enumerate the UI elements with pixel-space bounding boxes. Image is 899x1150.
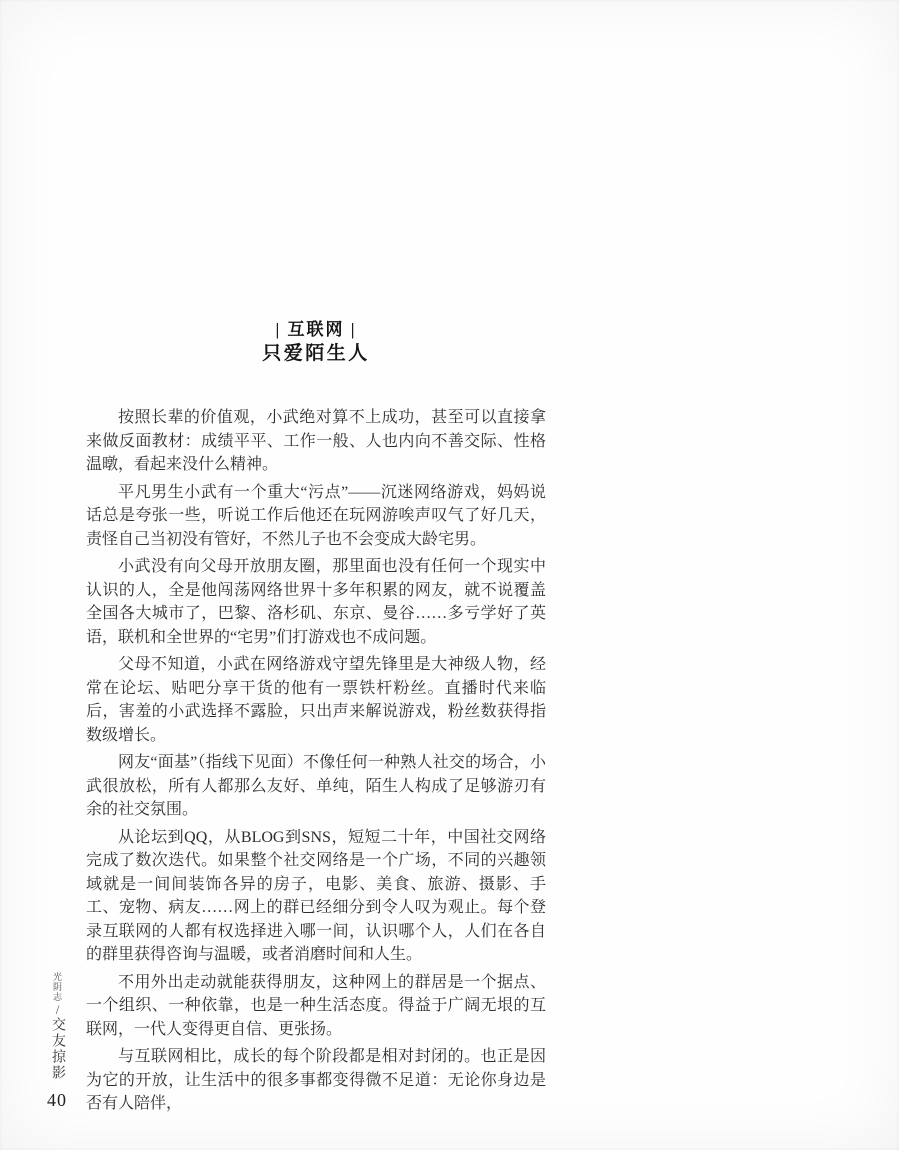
series-title: 光阴志 <box>52 971 62 1002</box>
paragraph-2: 平凡男生小武有一个重大“污点”——沉迷网络游戏，妈妈说话总是夸张一些，听说工作后他还在玩网游唉声叹气了好几天，责怪自己当初没有管好，不然儿子也不会变成大龄宅男。 <box>86 483 546 548</box>
paragraph-4: 父母不知道，小武在网络游戏守望先锋里是大神级人物，经常在论坛、贴吧分享干货的他有一票铁杆粉丝。直播时代来临后，害羞的小武选择不露脸，只出声来解说游戏，粉丝数获得指数级增长。 <box>86 656 546 744</box>
margin-caption <box>49 970 65 1082</box>
text-column <box>86 320 546 1120</box>
separator-slash: / <box>50 1001 65 1017</box>
chapter-header <box>86 320 546 365</box>
section-title: 交友掠影 <box>50 1016 65 1081</box>
page-number: 40 <box>47 1090 67 1110</box>
chapter-category: | 互联网 | <box>275 320 357 339</box>
page-margin-folio <box>42 970 72 1111</box>
paragraph-1: 按照长辈的价值观，小武绝对算不上成功，甚至可以直接拿来做反面教材：成绩平平、工作一般、人也内向不善交际、性格温暾，看起来没什么精神。 <box>86 409 546 473</box>
paragraph-5: 网友“面基”（指线下见面）不像任何一种熟人社交的场合，小武很放松，所有人都那么友好、单纯，陌生人构成了足够游刃有余的社交氛围。 <box>86 754 546 818</box>
paragraph-3: 小武没有向父母开放朋友圈，那里面也没有任何一个现实中认识的人，全是他闯荡网络世界十多年积累的网友，就不说覆盖全国各大城市了，巴黎、洛杉矶、东京、曼谷……多亏学好了英语，联机和全世界的“宅男”们打游戏也不成问题。 <box>86 558 546 646</box>
body-text <box>86 406 546 1116</box>
page-title: 只爱陌生人 <box>262 343 370 364</box>
paragraph-7: 不用外出走动就能获得朋友，这种网上的群居是一个据点、一个组织、一种依靠，也是一种生活态度。得益于广阔无垠的互联网，一代人变得更自信、更张扬。 <box>86 973 546 1038</box>
paragraph-6: 从论坛到QQ，从BLOG到SNS，短短二十年，中国社交网络完成了数次迭代。如果整个社交网络是一个广场，不同的兴趣领域就是一间间装饰各异的房子，电影、美食、旅游、摄影、手工、宠物、病友……网上的群已经细分到令人叹为观止。每个登录互联网的人都有权选择进入哪一间，认识哪个人，人们在各自的群里获得咨询与温暖，或者消磨时间和人生。 <box>86 828 546 963</box>
paragraph-8: 与互联网相比，成长的每个阶段都是相对封闭的。也正是因为它的开放，让生活中的很多事都变得微不足道：无论你身边是否有人陪伴， <box>86 1048 546 1112</box>
